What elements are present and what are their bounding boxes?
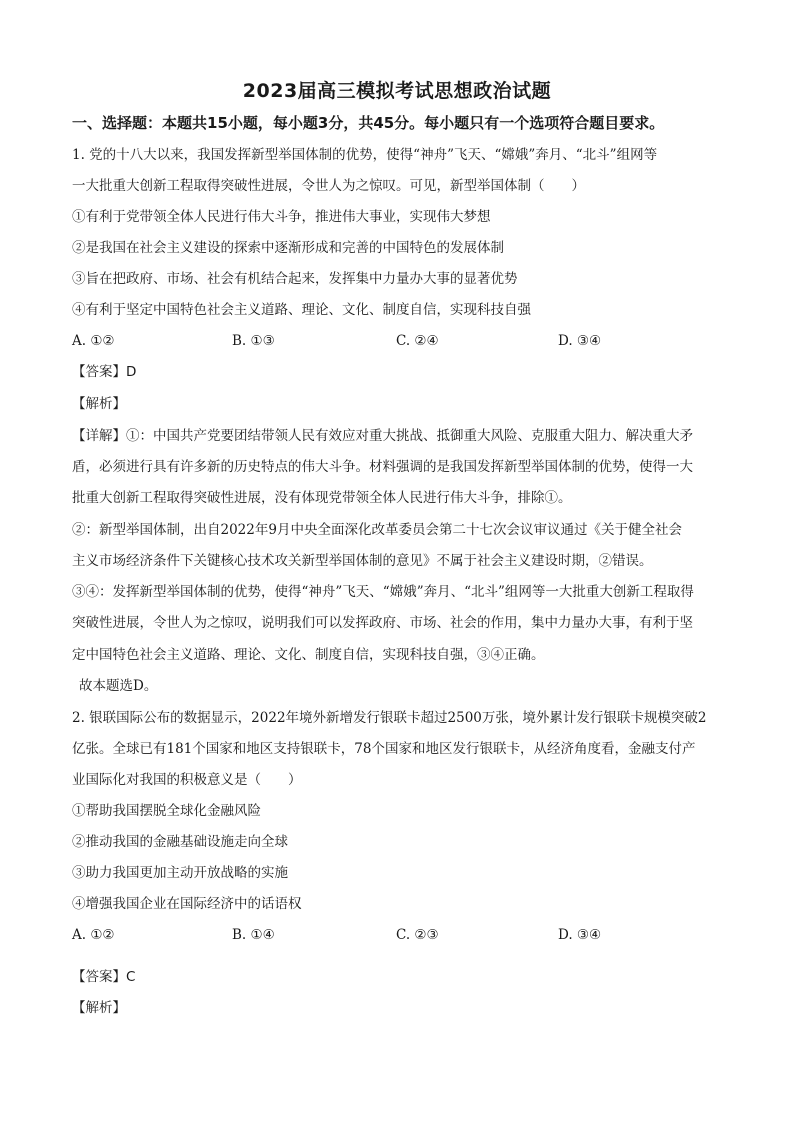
q2-stem-line-2: 亿张。全球已有181个国家和地区支持银联卡，78个国家和地区发行银联卡，从经济角度看，金融支付产 [72, 741, 696, 757]
q1-analysis-label: 【解析】 [72, 396, 126, 412]
section-heading: 一、选择题：本题共15小题，每小题3分，共45分。每小题只有一个选项符合题目要求。 [72, 114, 665, 132]
q2-analysis-label: 【解析】 [72, 1000, 126, 1016]
q2-stem-line-3: 业国际化对我国的积极意义是（ ） [72, 772, 302, 788]
q2-option-d: D. ③④ [558, 927, 602, 943]
q1-stem-line-1: 1. 党的十八大以来，我国发挥新型举国体制的优势，使得“神舟”飞天、“嫦娥”奔月、“北斗”组网等 [72, 147, 658, 163]
q2-stem-line-1: 2. 银联国际公布的数据显示，2022年境外新增发行银联卡超过2500万张，境外累计发行银联卡规模突破2 [72, 710, 707, 726]
q2-option-b: B. ①④ [232, 927, 275, 943]
q1-option-c: C. ②④ [396, 333, 439, 349]
q1-detail-line-5: 主义市场经济条件下关键核心技术攻关新型举国体制的意见》不属于社会主义建设时期，②错误。 [72, 553, 653, 569]
q1-detail-line-4: ②：新型举国体制，出自2022年9月中央全面深化改革委员会第二十七次会议审议通过《关于健全社会 [72, 522, 682, 538]
q2-answer: 【答案】C [72, 969, 136, 985]
q1-option-d: D. ③④ [558, 333, 602, 349]
q1-detail-line-8: 定中国特色社会主义道路、理论、文化、制度自信，实现科技自强，③④正确。 [72, 647, 545, 663]
q2-statement-2: ②推动我国的金融基础设施走向全球 [72, 834, 288, 850]
q1-detail-line-1: 【详解】①：中国共产党要团结带领人民有效应对重大挑战、抵御重大风险、克服重大阻力、解决重大矛 [72, 428, 693, 444]
q1-answer: 【答案】D [72, 364, 137, 380]
q1-detail-line-3: 批重大创新工程取得突破性进展，没有体现党带领全体人民进行伟大斗争，排除①。 [72, 490, 572, 506]
q2-statement-4: ④增强我国企业在国际经济中的话语权 [72, 896, 302, 912]
q1-conclusion: 故本题选D。 [79, 678, 158, 694]
q1-statement-3: ③旨在把政府、市场、社会有机结合起来，发挥集中力量办大事的显著优势 [72, 271, 518, 287]
q2-statement-1: ①帮助我国摆脱全球化金融风险 [72, 803, 261, 819]
q1-statement-4: ④有利于坚定中国特色社会主义道路、理论、文化、制度自信，实现科技自强 [72, 302, 531, 318]
q1-statement-2: ②是我国在社会主义建设的探索中逐渐形成和完善的中国特色的发展体制 [72, 240, 504, 256]
q1-option-a: A. ①② [72, 333, 115, 349]
q1-option-b: B. ①③ [232, 333, 275, 349]
q1-detail-line-6: ③④：发挥新型举国体制的优势，使得“神舟”飞天、“嫦娥”奔月、“北斗”组网等一大批重大创新工程取得 [72, 584, 694, 600]
page-title: 2023届高三模拟考试思想政治试题 [242, 80, 552, 102]
q1-detail-line-7: 突破性进展，令世人为之惊叹，说明我们可以发挥政府、市场、社会的作用，集中力量办大事，有利于坚 [72, 615, 693, 631]
q1-statement-1: ①有利于党带领全体人民进行伟大斗争，推进伟大事业，实现伟大梦想 [72, 209, 491, 225]
q1-options [72, 331, 732, 351]
q2-options [72, 925, 732, 945]
q1-detail-line-2: 盾，必须进行具有许多新的历史特点的伟大斗争。材料强调的是我国发挥新型举国体制的优势，使得一大 [72, 459, 693, 475]
q2-option-c: C. ②③ [396, 927, 439, 943]
q1-stem-line-2: 一大批重大创新工程取得突破性进展，令世人为之惊叹。可见，新型举国体制（ ） [72, 178, 585, 194]
q2-option-a: A. ①② [72, 927, 115, 943]
q2-statement-3: ③助力我国更加主动开放战略的实施 [72, 865, 288, 881]
